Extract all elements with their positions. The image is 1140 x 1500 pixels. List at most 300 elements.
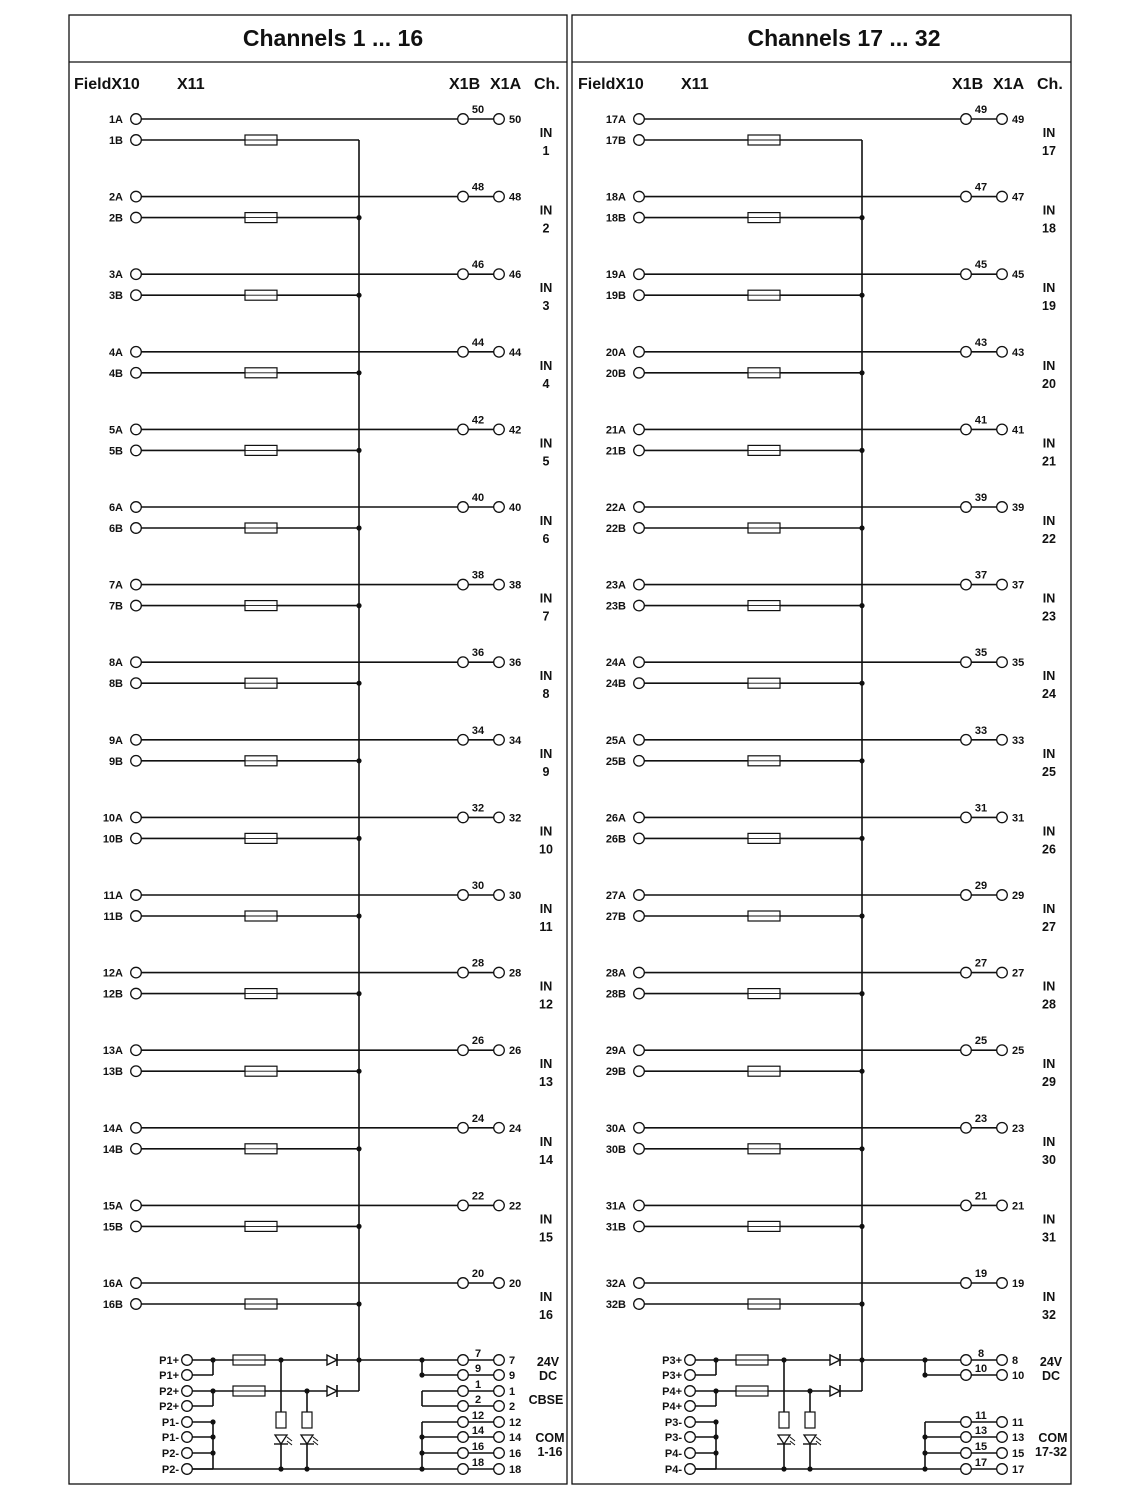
- field-label-b: 30B: [605, 1143, 626, 1156]
- field-terminal-icon: [131, 678, 142, 689]
- x1b-terminal-icon: [458, 1200, 469, 1211]
- field-label-b: 21B: [605, 445, 626, 458]
- field-label-a: 12A: [102, 967, 123, 980]
- field-label-b: 9B: [108, 755, 123, 768]
- x1a-terminal-icon: [494, 890, 505, 901]
- x1a-terminal-icon: [494, 1200, 505, 1211]
- x1a-terminal-icon: [997, 812, 1008, 823]
- x1b-pin-label: 32: [471, 802, 485, 815]
- x1b-terminal-icon: [458, 424, 469, 435]
- junction-dot: [713, 1450, 718, 1455]
- x1a-terminal-icon: [494, 1417, 505, 1428]
- field-terminal-icon: [131, 967, 142, 978]
- x1b-pin-label: 13: [974, 1425, 988, 1437]
- junction-dot: [210, 1419, 215, 1424]
- field-terminal-icon: [634, 368, 645, 379]
- x1b-pin-label: 17: [974, 1457, 988, 1469]
- channel-number-label: 8: [542, 687, 550, 702]
- x1a-pin-label: 20: [509, 1278, 522, 1290]
- x1b-terminal-icon: [961, 579, 972, 590]
- x1b-pin-label: 39: [974, 492, 988, 504]
- x1a-terminal-icon: [494, 1355, 505, 1366]
- channel-in-label: IN: [1042, 669, 1056, 684]
- field-terminal-icon: [634, 833, 645, 844]
- x1a-terminal-icon: [494, 1386, 505, 1397]
- x1a-pin-label: 16: [509, 1448, 522, 1460]
- x1b-terminal-icon: [458, 967, 469, 978]
- x1a-terminal-icon: [494, 1464, 505, 1475]
- field-label-b: 7B: [108, 600, 123, 613]
- x1a-pin-label: 34: [509, 734, 522, 747]
- x1a-terminal-icon: [997, 191, 1008, 202]
- x1a-pin-label: 15: [1012, 1448, 1025, 1460]
- x1a-pin-label: 40: [509, 502, 522, 514]
- channel-number-label: 19: [1042, 299, 1056, 314]
- power-terminal-label: P1+: [159, 1355, 179, 1367]
- channel-number-label: 6: [542, 532, 550, 546]
- x1a-terminal-icon: [494, 1278, 505, 1289]
- field-terminal-icon: [131, 1066, 142, 1077]
- x1b-pin-label: 38: [471, 569, 485, 582]
- field-label-b: 5B: [108, 445, 123, 458]
- header-field-x10: FieldX10: [578, 76, 644, 93]
- field-terminal-icon: [634, 1066, 645, 1077]
- power-terminal-icon: [685, 1355, 696, 1366]
- channel-in-label: IN: [539, 281, 553, 296]
- channel-in-label: IN: [539, 1212, 553, 1227]
- x1b-terminal-icon: [961, 269, 972, 280]
- field-terminal-icon: [634, 1278, 645, 1289]
- x1b-pin-label: 19: [974, 1268, 988, 1280]
- field-terminal-icon: [131, 424, 142, 435]
- field-label-a: 30A: [605, 1122, 626, 1135]
- field-terminal-icon: [131, 756, 142, 767]
- x1a-pin-label: 8: [1012, 1355, 1019, 1367]
- field-label-b: 23B: [605, 600, 626, 613]
- x1b-pin-label: 35: [974, 647, 988, 660]
- power-terminal-label: P1-: [161, 1432, 179, 1444]
- group-label: CBSE: [528, 1393, 564, 1407]
- x1a-pin-label: 24: [509, 1122, 522, 1135]
- field-label-b: 11B: [103, 911, 123, 923]
- channel-in-label: IN: [1042, 514, 1056, 528]
- field-label-a: 11A: [103, 890, 123, 902]
- junction-dot: [419, 1466, 424, 1471]
- x1a-pin-label: 25: [1012, 1045, 1025, 1058]
- x1b-pin-label: 11: [975, 1410, 987, 1422]
- junction-dot: [419, 1450, 424, 1455]
- channel-number-label: 18: [1042, 221, 1056, 236]
- x1b-pin-label: 34: [471, 724, 485, 737]
- field-terminal-icon: [634, 812, 645, 823]
- x1b-terminal-icon: [961, 424, 972, 435]
- x1b-pin-label: 12: [471, 1410, 485, 1422]
- junction-dot: [419, 1434, 424, 1439]
- x1a-terminal-icon: [494, 114, 505, 125]
- x1b-terminal-icon: [961, 1200, 972, 1211]
- x1b-terminal-icon: [961, 1448, 972, 1459]
- x1a-terminal-icon: [494, 191, 505, 202]
- x1a-terminal-icon: [997, 1417, 1008, 1428]
- x1a-pin-label: 14: [509, 1432, 522, 1444]
- x1b-terminal-icon: [961, 1432, 972, 1443]
- channel-in-label: IN: [1042, 591, 1056, 606]
- field-label-a: 23A: [605, 579, 626, 592]
- channel-in-label: IN: [539, 591, 553, 606]
- field-label-a: 15A: [102, 1200, 123, 1213]
- channel-in-label: IN: [539, 203, 553, 218]
- x1b-terminal-icon: [458, 735, 469, 746]
- field-label-b: 3B: [108, 290, 123, 303]
- field-label-b: 18B: [605, 212, 626, 225]
- x1b-pin-label: 27: [974, 957, 988, 970]
- group-label: 24V: [536, 1355, 560, 1369]
- field-label-b: 15B: [102, 1221, 123, 1234]
- x1b-pin-label: 43: [974, 336, 988, 349]
- x1b-pin-label: 30: [471, 880, 485, 892]
- channel-number-label: 29: [1042, 1075, 1056, 1090]
- x1a-terminal-icon: [494, 812, 505, 823]
- channel-number-label: 20: [1042, 376, 1056, 391]
- x1a-pin-label: 45: [1012, 269, 1025, 282]
- x1a-terminal-icon: [997, 1200, 1008, 1211]
- field-label-b: 17B: [605, 135, 626, 147]
- x1a-terminal-icon: [494, 347, 505, 358]
- x1b-terminal-icon: [961, 1417, 972, 1428]
- field-terminal-icon: [131, 502, 142, 513]
- field-label-a: 3A: [108, 269, 123, 282]
- x1b-terminal-icon: [458, 502, 469, 513]
- field-label-b: 4B: [108, 367, 123, 380]
- x1b-terminal-icon: [458, 191, 469, 202]
- x1a-terminal-icon: [997, 269, 1008, 280]
- x1a-terminal-icon: [494, 502, 505, 513]
- field-label-b: 24B: [605, 678, 626, 691]
- header-ch: Ch.: [1037, 76, 1063, 93]
- x1a-pin-label: 19: [1012, 1278, 1025, 1290]
- x1b-terminal-icon: [458, 890, 469, 901]
- channel-in-label: IN: [1042, 203, 1056, 218]
- field-terminal-icon: [131, 368, 142, 379]
- x1b-terminal-icon: [961, 1278, 972, 1289]
- field-terminal-icon: [131, 523, 142, 534]
- x1a-terminal-icon: [494, 735, 505, 746]
- x1b-pin-label: 18: [471, 1457, 485, 1469]
- field-terminal-icon: [634, 212, 645, 223]
- channel-number-label: 23: [1042, 609, 1056, 624]
- x1b-pin-label: 24: [471, 1112, 485, 1125]
- field-terminal-icon: [131, 445, 142, 456]
- x1b-pin-label: 1: [474, 1379, 482, 1391]
- power-terminal-label: P2-: [161, 1448, 179, 1460]
- x1b-pin-label: 26: [471, 1035, 485, 1048]
- header-x11: X11: [681, 76, 709, 93]
- junction-dot: [304, 1388, 309, 1393]
- channel-in-label: IN: [539, 514, 553, 528]
- field-terminal-icon: [634, 657, 645, 668]
- x1a-terminal-icon: [494, 657, 505, 668]
- panel-title-left: Channels 1 ... 16: [242, 25, 424, 51]
- power-terminal-icon: [685, 1432, 696, 1443]
- field-label-b: 6B: [108, 523, 123, 535]
- x1a-pin-label: 27: [1012, 967, 1025, 980]
- channel-number-label: 16: [539, 1308, 553, 1322]
- channel-number-label: 27: [1042, 920, 1056, 934]
- channel-in-label: IN: [1042, 1290, 1056, 1304]
- field-label-b: 14B: [102, 1143, 123, 1156]
- field-label-b: 26B: [605, 833, 626, 846]
- power-terminal-label: P4-: [664, 1448, 682, 1460]
- x1b-terminal-icon: [961, 1045, 972, 1056]
- field-label-a: 13A: [102, 1045, 123, 1058]
- x1a-pin-label: 43: [1012, 346, 1025, 359]
- resistor-icon: [779, 1412, 789, 1428]
- channel-number-label: 26: [1042, 842, 1056, 857]
- x1a-terminal-icon: [997, 114, 1008, 125]
- x1b-terminal-icon: [961, 191, 972, 202]
- diode-icon: [830, 1355, 840, 1365]
- x1a-pin-label: 36: [509, 657, 522, 670]
- junction-dot: [419, 1357, 424, 1362]
- field-label-a: 29A: [605, 1045, 626, 1058]
- x1b-pin-label: 33: [974, 724, 988, 737]
- header-x11: X11: [177, 76, 205, 93]
- power-terminal-label: P1+: [159, 1370, 179, 1382]
- field-terminal-icon: [634, 269, 645, 280]
- field-terminal-icon: [634, 735, 645, 746]
- x1b-terminal-icon: [961, 890, 972, 901]
- x1b-pin-label: 22: [471, 1190, 485, 1203]
- field-terminal-icon: [131, 1278, 142, 1289]
- field-label-a: 7A: [108, 579, 123, 592]
- field-terminal-icon: [131, 600, 142, 611]
- channel-in-label: IN: [1042, 979, 1056, 994]
- field-terminal-icon: [634, 191, 645, 202]
- field-terminal-icon: [634, 135, 645, 146]
- field-label-a: 20A: [605, 346, 626, 359]
- panel-title-right: Channels 17 ... 32: [747, 25, 941, 51]
- x1b-terminal-icon: [458, 114, 469, 125]
- x1a-terminal-icon: [494, 579, 505, 590]
- field-label-a: 10A: [102, 812, 123, 825]
- x1b-pin-label: 46: [471, 259, 485, 272]
- x1b-terminal-icon: [961, 1355, 972, 1366]
- field-terminal-icon: [131, 1144, 142, 1155]
- x1a-pin-label: 48: [509, 191, 522, 204]
- channel-number-label: 13: [539, 1075, 553, 1090]
- field-label-a: 14A: [102, 1122, 123, 1135]
- channel-in-label: IN: [539, 746, 553, 761]
- field-terminal-icon: [131, 1200, 142, 1211]
- power-terminal-icon: [182, 1370, 193, 1381]
- field-terminal-icon: [131, 347, 142, 358]
- x1b-terminal-icon: [458, 1417, 469, 1428]
- x1a-pin-label: 28: [509, 967, 522, 980]
- power-terminal-icon: [685, 1417, 696, 1428]
- x1a-pin-label: 22: [509, 1200, 522, 1213]
- field-terminal-icon: [634, 600, 645, 611]
- channel-number-label: 22: [1042, 532, 1056, 546]
- x1b-pin-label: 25: [974, 1035, 988, 1048]
- field-label-a: 5A: [108, 424, 123, 437]
- x1b-pin-label: 7: [474, 1348, 482, 1360]
- x1a-pin-label: 18: [509, 1464, 522, 1476]
- x1b-pin-label: 23: [974, 1112, 988, 1125]
- field-terminal-icon: [634, 988, 645, 999]
- junction-dot: [210, 1450, 215, 1455]
- diode-icon: [327, 1386, 337, 1396]
- x1a-pin-label: 1: [509, 1386, 516, 1398]
- field-terminal-icon: [131, 735, 142, 746]
- junction-dot: [419, 1372, 424, 1377]
- x1a-pin-label: 21: [1012, 1200, 1025, 1213]
- channel-number-label: 14: [539, 1152, 553, 1167]
- x1a-pin-label: 11: [1012, 1417, 1024, 1429]
- power-terminal-label: P3+: [662, 1355, 682, 1367]
- channel-in-label: IN: [1042, 1212, 1056, 1227]
- field-terminal-icon: [131, 212, 142, 223]
- field-label-b: 13B: [102, 1066, 123, 1079]
- x1a-terminal-icon: [997, 657, 1008, 668]
- x1b-terminal-icon: [961, 812, 972, 823]
- x1a-terminal-icon: [997, 967, 1008, 978]
- x1a-terminal-icon: [997, 1464, 1008, 1475]
- channel-in-label: IN: [1042, 824, 1056, 839]
- x1b-terminal-icon: [458, 269, 469, 280]
- power-terminal-icon: [685, 1464, 696, 1475]
- field-terminal-icon: [634, 290, 645, 301]
- channel-in-label: IN: [1042, 358, 1056, 373]
- field-terminal-icon: [131, 135, 142, 146]
- field-label-a: 19A: [605, 269, 626, 282]
- led-icon: [804, 1435, 816, 1444]
- x1a-terminal-icon: [997, 1448, 1008, 1459]
- field-label-b: 19B: [605, 290, 626, 303]
- x1a-terminal-icon: [494, 1045, 505, 1056]
- junction-dot: [922, 1357, 927, 1362]
- x1a-pin-label: 2: [509, 1401, 516, 1413]
- x1b-terminal-icon: [961, 735, 972, 746]
- panel-frame-left: [69, 15, 567, 1484]
- channel-in-label: IN: [539, 358, 553, 373]
- x1a-pin-label: 39: [1012, 502, 1025, 514]
- field-label-b: 20B: [605, 367, 626, 380]
- x1b-terminal-icon: [458, 1045, 469, 1056]
- x1b-pin-label: 48: [471, 181, 485, 194]
- field-label-a: 8A: [108, 657, 123, 670]
- field-terminal-icon: [131, 988, 142, 999]
- x1a-pin-label: 41: [1012, 424, 1025, 437]
- power-terminal-label: P3-: [664, 1417, 682, 1429]
- x1a-pin-label: 35: [1012, 657, 1025, 670]
- channel-in-label: IN: [1042, 1134, 1056, 1149]
- x1a-terminal-icon: [997, 579, 1008, 590]
- channel-in-label: IN: [1042, 126, 1056, 140]
- diode-icon: [830, 1386, 840, 1396]
- x1b-pin-label: 36: [471, 647, 485, 660]
- x1a-terminal-icon: [494, 1370, 505, 1381]
- field-label-a: 6A: [108, 502, 123, 514]
- resistor-icon: [276, 1412, 286, 1428]
- field-label-b: 32B: [605, 1299, 626, 1311]
- x1a-pin-label: 9: [509, 1370, 516, 1382]
- x1a-terminal-icon: [494, 269, 505, 280]
- field-label-a: 27A: [605, 890, 626, 902]
- field-label-b: 31B: [605, 1221, 626, 1234]
- x1b-pin-label: 31: [974, 802, 988, 815]
- x1a-terminal-icon: [997, 1045, 1008, 1056]
- x1b-terminal-icon: [961, 1464, 972, 1475]
- x1b-pin-label: 16: [471, 1441, 485, 1453]
- diode-icon: [327, 1355, 337, 1365]
- power-terminal-label: P3+: [662, 1370, 682, 1382]
- x1a-terminal-icon: [997, 1123, 1008, 1134]
- x1a-terminal-icon: [494, 967, 505, 978]
- power-terminal-label: P4+: [662, 1386, 682, 1398]
- x1a-terminal-icon: [997, 1355, 1008, 1366]
- field-terminal-icon: [634, 967, 645, 978]
- group-label: DC: [1041, 1369, 1061, 1383]
- x1b-pin-label: 20: [471, 1268, 485, 1280]
- field-label-a: 4A: [108, 346, 123, 359]
- x1a-pin-label: 30: [509, 890, 522, 902]
- field-label-a: 32A: [605, 1278, 626, 1290]
- field-terminal-icon: [131, 1221, 142, 1232]
- field-terminal-icon: [131, 290, 142, 301]
- x1a-pin-label: 29: [1012, 890, 1025, 902]
- x1b-pin-label: 41: [974, 414, 988, 427]
- field-terminal-icon: [634, 1299, 645, 1310]
- field-label-a: 22A: [605, 502, 626, 514]
- junction-dot: [807, 1388, 812, 1393]
- led-icon: [301, 1435, 313, 1444]
- power-terminal-icon: [685, 1370, 696, 1381]
- x1b-terminal-icon: [961, 657, 972, 668]
- field-terminal-icon: [131, 911, 142, 922]
- field-label-a: 31A: [605, 1200, 626, 1213]
- x1a-terminal-icon: [494, 1432, 505, 1443]
- field-terminal-icon: [634, 1045, 645, 1056]
- led-icon: [275, 1435, 287, 1444]
- power-terminal-icon: [685, 1448, 696, 1459]
- channel-number-label: 3: [542, 299, 550, 314]
- field-label-a: 26A: [605, 812, 626, 825]
- resistor-icon: [302, 1412, 312, 1428]
- x1b-terminal-icon: [961, 347, 972, 358]
- x1a-pin-label: 26: [509, 1045, 522, 1058]
- channel-number-label: 25: [1042, 764, 1056, 779]
- channel-number-label: 2: [542, 221, 550, 236]
- x1b-terminal-icon: [458, 1386, 469, 1397]
- power-terminal-label: P3-: [664, 1432, 682, 1444]
- power-terminal-label: P2+: [159, 1401, 179, 1413]
- channel-number-label: 24: [1042, 687, 1056, 702]
- channel-number-label: 5: [542, 454, 550, 469]
- x1a-terminal-icon: [494, 424, 505, 435]
- channel-in-label: IN: [1042, 281, 1056, 296]
- field-label-a: 18A: [605, 191, 626, 204]
- x1b-terminal-icon: [458, 1370, 469, 1381]
- group-label: COM: [535, 1431, 565, 1445]
- x1a-pin-label: 17: [1012, 1464, 1025, 1476]
- x1b-terminal-icon: [458, 1432, 469, 1443]
- group-label: 17-32: [1035, 1445, 1067, 1459]
- header-x1a: X1A: [490, 76, 522, 93]
- channel-in-label: IN: [1042, 436, 1056, 451]
- x1b-terminal-icon: [458, 1278, 469, 1289]
- field-terminal-icon: [634, 502, 645, 513]
- x1b-pin-label: 8: [977, 1348, 985, 1360]
